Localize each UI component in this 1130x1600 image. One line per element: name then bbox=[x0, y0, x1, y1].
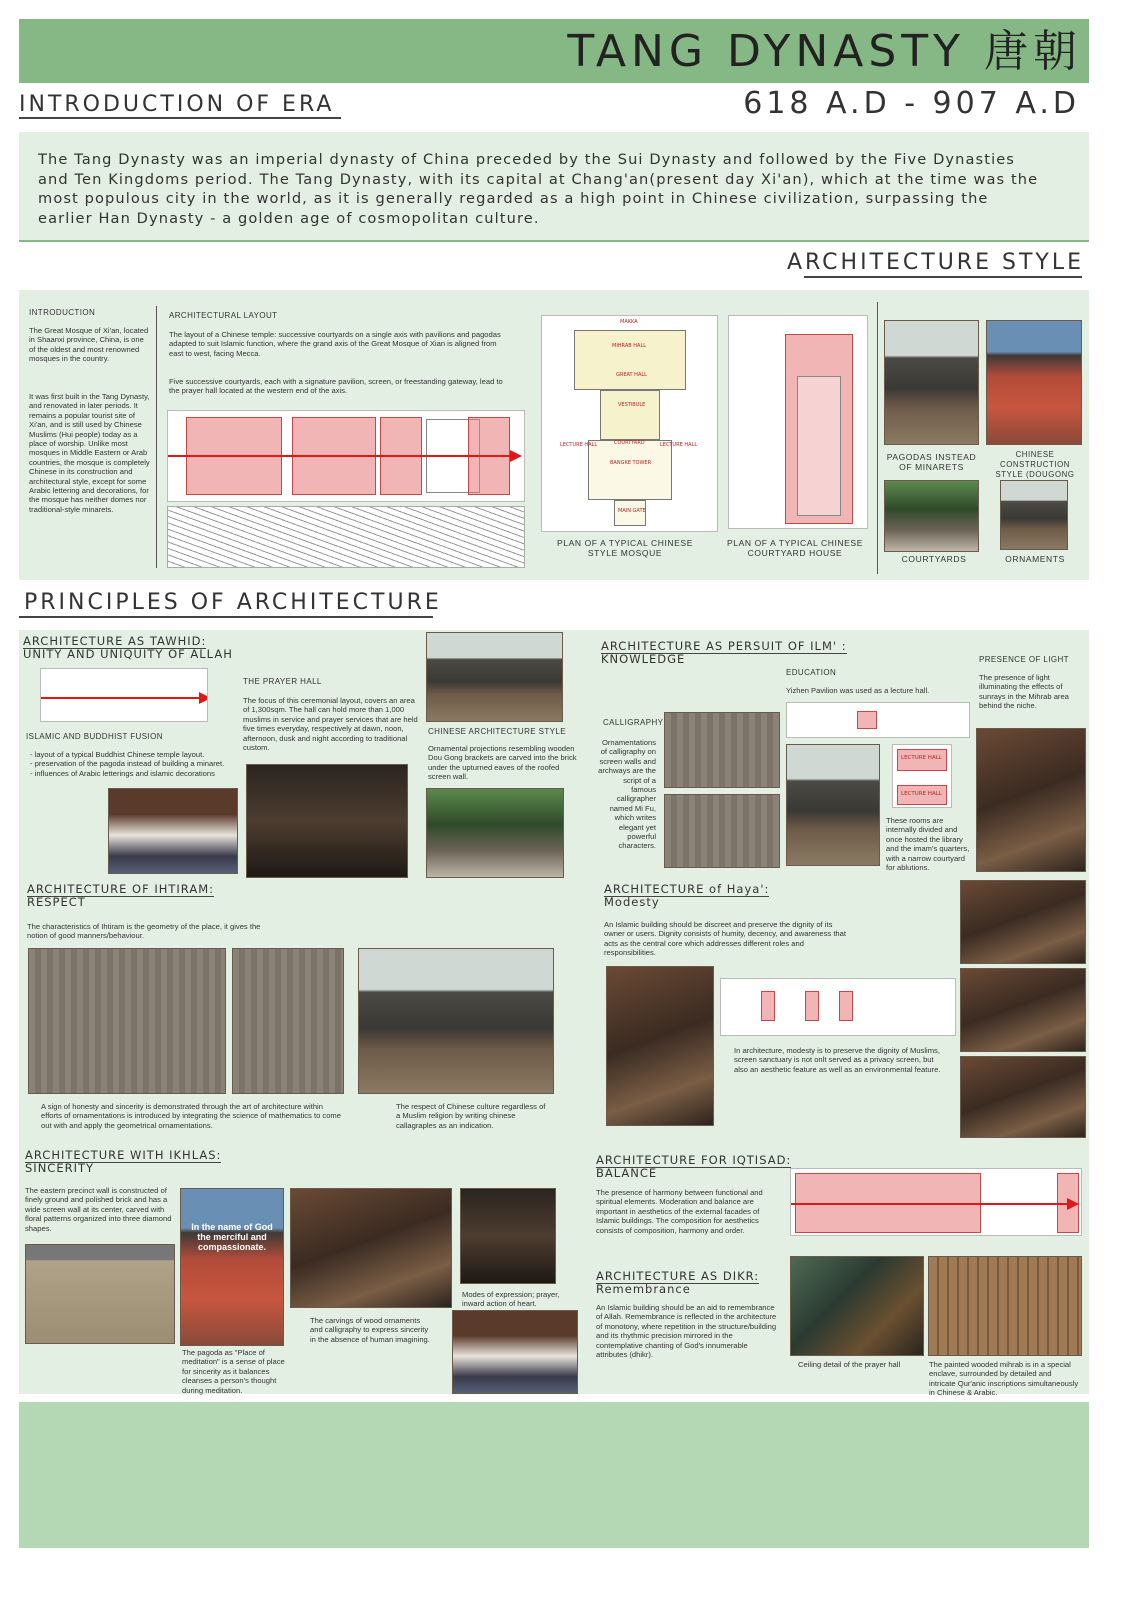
screen-wall-photo bbox=[25, 1244, 175, 1344]
ceiling-photo bbox=[790, 1256, 924, 1356]
education-text: Yizhen Pavilion was used as a lecture hall. bbox=[786, 686, 930, 695]
label-great-hall: GREAT HALL bbox=[616, 372, 647, 378]
iqtisad-title bbox=[596, 1154, 791, 1180]
layout-paragraph-1: The layout of a Chinese temple: successive courtyards on a single axis with pavilions and pagodas adapted to suit Islamic function, where the grand axis of the Great Mosque of Xian is aligned from east to west, facing Mecca. bbox=[169, 330, 501, 358]
era-dates: 618 A.D - 907 A.D bbox=[743, 86, 1080, 121]
principles-title: PRINCIPLES OF ARCHITECTURE bbox=[24, 590, 442, 615]
courtyard-house-plan bbox=[728, 315, 868, 529]
screen-band bbox=[761, 991, 775, 1021]
dikr-title-line2: Remembrance bbox=[596, 1282, 691, 1296]
roof-bracket-photo bbox=[426, 632, 563, 722]
label-lecture-hall-right: LECTURE HALL bbox=[660, 442, 698, 448]
tawhid-plan bbox=[40, 668, 208, 722]
light-text: The presence of light illuminating the effects of sunrays in the Mihrab area behind the niche. bbox=[979, 673, 1069, 711]
fusion-bullets: - layout of a typical Buddhist Chinese temple layout. - preservation of the pagoda instead of building a minaret. - influences of Arabic letterings and islamic decorations bbox=[30, 750, 225, 778]
label-courtyard: COURTYARD bbox=[614, 440, 645, 446]
ihtiram-title-line1: ARCHITECTURE OF IHTIRAM: bbox=[27, 882, 214, 896]
carved-panel-photo bbox=[232, 948, 344, 1094]
courtyard-block bbox=[588, 440, 672, 500]
axis-arrow bbox=[41, 697, 201, 699]
architecture-style-title: ARCHITECTURE STYLE bbox=[786, 250, 1084, 275]
ornaments-photo bbox=[1000, 480, 1068, 550]
pagoda-gate-photo bbox=[180, 1188, 284, 1346]
ikhlas-text-2: The pagoda as "Place of meditation" is a sense of place for sincerity as it balances cleanses a person's thought during meditation. bbox=[182, 1348, 285, 1395]
layout-heading: ARCHITECTURAL LAYOUT bbox=[169, 311, 278, 320]
great-hall-block bbox=[600, 390, 660, 440]
era-heading: INTRODUCTION OF ERA bbox=[19, 92, 335, 117]
mihrab-photo bbox=[928, 1256, 1082, 1356]
ikhlas-title-line1: ARCHITECTURE WITH IKHLAS: bbox=[25, 1148, 222, 1162]
lecture-band bbox=[857, 711, 877, 729]
ikhlas-text-4: Modes of expression; prayer, inward action of heart. bbox=[462, 1290, 560, 1309]
prayer-hall-text: The focus of this ceremonial layout, covers an area of 1,300sqm. The hall can hold more than 1,000 muslims in service and prayer services that are held five times everyday, respectively at dawn, noon, afternoon, dusk and night according to traditional custom. bbox=[243, 696, 418, 753]
calligraphy-photo-2 bbox=[664, 794, 780, 868]
education-plan bbox=[786, 702, 970, 738]
axis-arrow bbox=[791, 1203, 1069, 1205]
ikhlas-title bbox=[25, 1149, 221, 1175]
pagoda-photo bbox=[884, 320, 979, 445]
axonometric-sketch bbox=[167, 506, 525, 568]
inscription-pavilion-photo bbox=[358, 948, 554, 1094]
rooms-text: These rooms are internally divided and once hosted the library and the imam's quarters, with a narrow courtyard for ablutions. bbox=[886, 816, 970, 873]
chinese-mosque-plan bbox=[541, 315, 718, 532]
carved-doors-photo bbox=[960, 1056, 1086, 1138]
courtyards-caption: COURTYARDS bbox=[901, 554, 967, 564]
chinese-style-text: Ornamental projections resembling wooden Dou Gong brackets are carved into the brick under the upturned eaves of the roofed screen wall. bbox=[428, 744, 577, 782]
mihrab-caption: The painted wooded mihrab is in a special enclave, surrounded by detailed and intricate Qur'anic inscriptions simultaneously in Chinese & Arabic. bbox=[929, 1360, 1079, 1398]
iqtisad-title-line2: BALANCE bbox=[596, 1166, 658, 1180]
ihtiram-title bbox=[27, 883, 214, 909]
dougong-photo bbox=[986, 320, 1082, 445]
ikhlas-text-1: The eastern precinct wall is constructed of finely ground and polished brick and has a wide screen wall at its center, carved with floral patterns organized into three diamond shapes. bbox=[25, 1186, 172, 1233]
prayer-hall-photo bbox=[246, 764, 408, 878]
ihtiram-title-line2: RESPECT bbox=[27, 895, 86, 909]
label-lecture-hall-left: LECTURE HALL bbox=[560, 442, 598, 448]
intro-paragraph-1: The Great Mosque of Xi'an, located in Shaanxi province, China, is one of the oldest and most renowned mosques in the country. bbox=[29, 326, 149, 364]
haya-plan bbox=[720, 978, 956, 1036]
iqtisad-text: The presence of harmony between functional and spiritual elements. Moderation and balance are important in aesthetics of the external facades of Islamic buildings. The composition for aesthetics consists of composition, harmony and order. bbox=[596, 1188, 763, 1235]
ornaments-caption: ORNAMENTS bbox=[1005, 554, 1065, 564]
screen-window-photo bbox=[960, 880, 1086, 964]
calligraphy-heading: CALLIGRAPHY bbox=[603, 718, 664, 727]
architecture-style-rule bbox=[804, 276, 1082, 278]
lattice-screen-photo bbox=[960, 968, 1086, 1052]
plan1-caption: PLAN OF A TYPICAL CHINESE STYLE MOSQUE bbox=[557, 538, 693, 558]
gateway-photo bbox=[606, 966, 714, 1126]
chinese-style-heading: CHINESE ARCHITECTURE STYLE bbox=[428, 727, 566, 736]
haya-title-line1: ARCHITECTURE of Haya': bbox=[604, 882, 770, 896]
intro-heading: INTRODUCTION bbox=[29, 308, 96, 317]
haya-title bbox=[604, 883, 769, 909]
footer-band bbox=[19, 1402, 1089, 1548]
chinese-construction-caption: CHINESE CONSTRUCTION STYLE (DOUGONG bbox=[995, 450, 1075, 479]
layout-paragraph-2: Five successive courtyards, each with a signature pavilion, screen, or freestanding gateway, lead to the prayer hall located at the western end of the axis. bbox=[169, 377, 503, 396]
intro-paragraph-2: It was first built in the Tang Dynasty, and renovated in later periods. It remains a popular tourist site of Xi'an, and is still used by Chinese Muslims (Hui people) today as a place of worship. Unlike most mosques in Middle Eastern or Arab countries, the mosque is completely Chinese in its construction and architectural style, except for some Arabic lettering and decorations, for the mosque has neither domes nor traditional-style minarets. bbox=[29, 392, 150, 514]
screen-band bbox=[839, 991, 853, 1021]
haya-text-1: An Islamic building should be discreet and preserve the dignity of its owner or users. Dignity consists of humity, decency, and awareness that acts as the central core which addresses different roles and responsibilities. bbox=[604, 920, 846, 958]
tawhid-title-line1: ARCHITECTURE AS TAWHID: bbox=[23, 634, 207, 648]
page-title: TANG DYNASTY 唐朝 bbox=[567, 26, 1082, 77]
calligraphy-text: Ornamentations of calligraphy on screen walls and archways are the script of a famous calligrapher named Mi Fu, which writes elegant yet powerful characters. bbox=[598, 738, 656, 851]
iqtisad-plan bbox=[790, 1168, 1082, 1236]
yizhen-pavilion-photo bbox=[786, 744, 880, 866]
pagodas-caption: PAGODAS INSTEAD OF MINARETS bbox=[886, 452, 977, 472]
ihtiram-text-2: A sign of honesty and sincerity is demonstrated through the art of architecture within efforts of ornamentations is introduced by integrating the science of mathematics to come out with and apply the geometrical ornamentations. bbox=[41, 1102, 341, 1130]
tawhid-title-line2: UNITY AND UNIQUITY OF ALLAH bbox=[23, 647, 233, 661]
house-inner bbox=[797, 376, 841, 516]
ilm-title-line2: KNOWLEDGE bbox=[601, 652, 686, 666]
label-lecture-hall-2: LECTURE HALL bbox=[901, 791, 942, 797]
haya-text-2: In architecture, modesty is to preserve the dignity of Muslims, screen sanctuary is not onlt served as a privacy screen, but also an aesthetic feature as well as an environmental feature. bbox=[734, 1046, 941, 1074]
ihtiram-text-1: The characteristics of Ihtiram is the geometry of the place, it gives the notion of good manners/behaviour. bbox=[27, 922, 261, 941]
calligraphy-overlay: In the name of God the merciful and compassionate. bbox=[191, 1222, 273, 1252]
axis-arrow bbox=[168, 455, 512, 457]
plan2-caption: PLAN OF A TYPICAL CHINESE COURTYARD HOUSE bbox=[727, 538, 863, 558]
dikr-title bbox=[596, 1270, 759, 1296]
column-divider bbox=[156, 306, 157, 568]
screen-band bbox=[805, 991, 819, 1021]
dikr-text: An Islamic building should be an aid to remembrance of Allah. Remembrance is reflected in the architecture of monotony, where repetition in the structure/building and its rhythmic precision mirrored in the contemplative chanting of God's innumerable attributes (dhikr). bbox=[596, 1303, 777, 1360]
education-heading: EDUCATION bbox=[786, 668, 837, 677]
carved-door-photo bbox=[290, 1188, 452, 1308]
haya-title-line2: Modesty bbox=[604, 895, 660, 909]
label-main-gate: MAIN GATE bbox=[618, 508, 646, 514]
dikr-title-line1: ARCHITECTURE AS DIKR: bbox=[596, 1269, 760, 1283]
label-mihrab-hall: MIHRAB HALL bbox=[612, 343, 647, 349]
label-bangke-tower: BANGKE TOWER bbox=[610, 460, 652, 466]
praying-figure-photo bbox=[460, 1188, 556, 1284]
ceiling-caption: Ceiling detail of the prayer hall bbox=[798, 1360, 901, 1369]
congregation-photo bbox=[452, 1310, 578, 1394]
iqtisad-title-line1: ARCHITECTURE FOR IQTISAD: bbox=[596, 1153, 792, 1167]
mihrab-light-photo bbox=[976, 728, 1086, 872]
ilm-title-line1: ARCHITECTURE AS PERSUIT OF ILM' : bbox=[601, 639, 847, 653]
tawhid-title bbox=[23, 635, 233, 661]
label-vestibule: VESTIBULE bbox=[618, 402, 646, 408]
photo-divider bbox=[877, 302, 878, 574]
light-heading: PRESENCE OF LIGHT bbox=[979, 655, 1069, 664]
pavilion-garden-photo bbox=[426, 788, 564, 878]
ilm-title bbox=[601, 640, 847, 666]
principles-rule bbox=[19, 616, 433, 618]
label-lecture-hall-1: LECTURE HALL bbox=[901, 755, 942, 761]
mosque-axis-plan bbox=[167, 410, 525, 502]
mihrab-hall-block bbox=[574, 330, 686, 390]
courtyards-photo bbox=[884, 480, 979, 552]
worshippers-photo bbox=[108, 788, 238, 874]
era-heading-rule bbox=[19, 117, 341, 119]
lecture-hall-plan bbox=[892, 744, 952, 808]
prayer-hall-heading: THE PRAYER HALL bbox=[243, 677, 322, 686]
label-makka: MAKKA bbox=[620, 319, 638, 325]
ikhlas-text-3: The carvings of wood ornaments and calligraphy to express sincerity in the absence of human imagining. bbox=[310, 1316, 430, 1344]
intro-text: The Tang Dynasty was an imperial dynasty of China preceded by the Sui Dynasty and followed by the Five Dynasties and Ten Kingdoms period. The Tang Dynasty, with its capital at Chang'an(present day Xi'an), which at the time was the most populous city in the world, as it is generally regarded as a high point in Chinese civilization, surpassing the earlier Han Dynasty - a golden age of cosmopolitan culture. bbox=[38, 151, 1039, 227]
carved-wall-photo bbox=[28, 948, 226, 1094]
ihtiram-text-3: The respect of Chinese culture regardless of a Muslim religion by writing chinese callagraples as an indication. bbox=[396, 1102, 546, 1130]
calligraphy-photo-1 bbox=[664, 712, 780, 788]
ikhlas-title-line2: SINCERITY bbox=[25, 1161, 95, 1175]
fusion-heading: ISLAMIC AND BUDDHIST FUSION bbox=[26, 732, 163, 741]
